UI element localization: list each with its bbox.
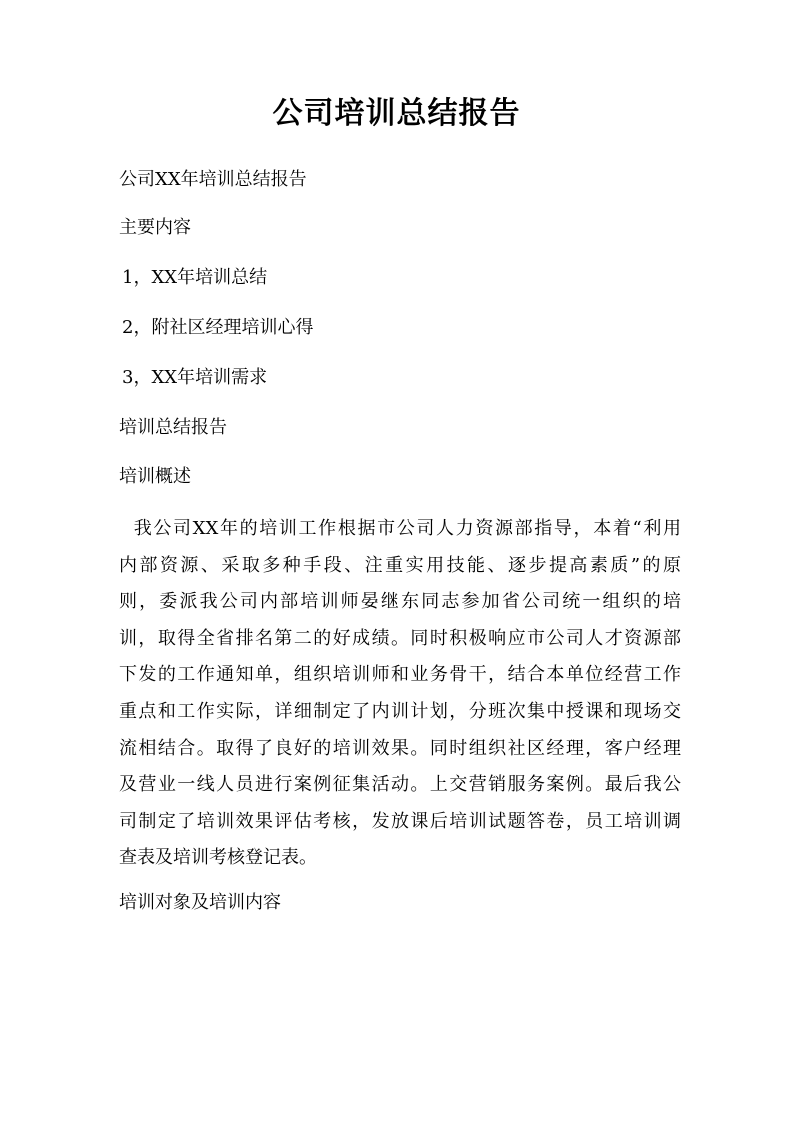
contents-item: 1，XX年培训总结 xyxy=(122,267,268,288)
paragraph-line: 重点和工作实际，详细制定了内训计划，分班次集中授课和现场交 xyxy=(119,700,681,722)
contents-item: 3，XX年培训需求 xyxy=(122,367,268,388)
paragraph-line: 则，委派我公司内部培训师晏继东同志参加省公司统一组织的培 xyxy=(119,591,681,613)
document-title: 公司培训总结报告 xyxy=(272,96,521,131)
contents-heading: 主要内容 xyxy=(119,217,191,238)
paragraph-line: 司制定了培训效果评估考核，发放课后培训试题答卷，员工培训调 xyxy=(119,810,681,832)
paragraph-line: 下发的工作通知单，组织培训师和业务骨干，结合本单位经营工作 xyxy=(119,664,681,686)
paragraph-line: 及营业一线人员进行案例征集活动。上交营销服务案例。最后我公 xyxy=(119,774,681,796)
section-heading: 培训总结报告 xyxy=(119,417,227,438)
targets-heading: 培训对象及培训内容 xyxy=(119,892,281,913)
overview-paragraph xyxy=(119,511,681,877)
contents-item: 2，附社区经理培训心得 xyxy=(122,317,314,338)
paragraph-line: 流相结合。取得了良好的培训效果。同时组织社区经理，客户经理 xyxy=(119,737,681,759)
overview-heading: 培训概述 xyxy=(119,466,191,487)
document-subtitle: 公司XX年培训总结报告 xyxy=(119,169,307,190)
paragraph-line: 内部资源、采取多种手段、注重实用技能、逐步提高素质”的原 xyxy=(119,554,681,576)
paragraph-line: 查表及培训考核登记表。 xyxy=(119,847,317,869)
paragraph-line: 我公司XX年的培训工作根据市公司人力资源部指导，本着“利用 xyxy=(119,518,681,539)
paragraph-line: 训，取得全省排名第二的好成绩。同时积极响应市公司人才资源部 xyxy=(119,627,681,649)
